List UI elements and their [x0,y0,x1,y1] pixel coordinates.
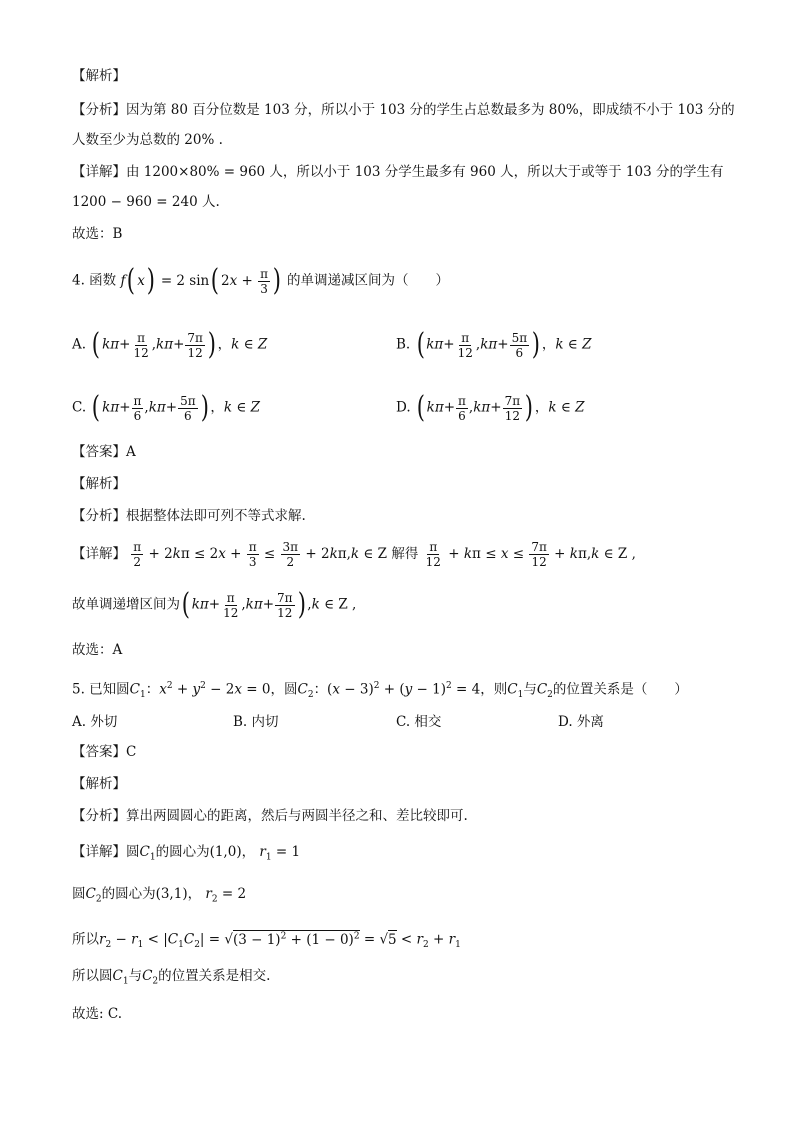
q4-solution: $\frac{\pi}{12}$ + kπ ≤ x ≤ $\frac{7\pi}{12}$ + kπ,k ∈ Z , [425,540,636,569]
q4-stem-prefix: 4. 函数 [72,272,117,289]
q4-option-b: B. ( kπ+ $\frac{\pi}{12}$ ,kπ+ $\frac{5\pi}{6}$ ) ，k ∈ Z [396,327,592,362]
q4-xiangjie: 【详解】 $\frac{\pi}{2}$ + 2kπ ≤ 2x + $\frac{\pi}{3}$ ≤ $\frac{3\pi}{2}$ + 2kπ,k ∈ Z 解得 $\frac{\pi}{12}$ + kπ ≤ x ≤ $\frac{7\pi}{12}$ + kπ,k ∈ Z , [72,540,636,569]
q4-answer: 【答案】A [72,444,136,460]
q4-option-c: C. ( kπ+ $\frac{\pi}{6}$ ,kπ+ $\frac{5\pi}{6}$ ) ，k ∈ Z [72,390,260,425]
q5-option-b: B. 内切 [233,714,279,730]
q5-jiexi: 【解析】 [72,776,126,792]
q5-option-a: A. 外切 [72,714,118,730]
q4-stem [72,263,449,298]
q4-jiexi: 【解析】 [72,476,126,492]
q3-fenxi-line2: 人数至少为总数的 20% . [72,132,223,148]
q4-option-d: D. ( kπ+ $\frac{\pi}{6}$ ,kπ+ $\frac{7\pi}{12}$ ) ，k ∈ Z [396,390,585,425]
q4-fenxi: 【分析】根据整体法即可列不等式求解. [72,508,306,524]
q5-option-c: C. 相交 [396,714,442,730]
q4-stem-suffix: 的单调递减区间为（ ） [287,272,449,289]
q3-xiangjie-line1 [72,162,723,182]
q3-xiangjie-text: 由 1200×80% = 960 人，所以小于 103 分学生最多有 960 人，所以大于或等于 103 分的学生有 [126,164,724,180]
q3-jiexi: 【解析】 [72,68,126,84]
q5-xiangjie-c1: 【详解】圆$C_1$的圆心为(1,0)， $r_1 = 1$ [72,844,301,863]
q5-distance-compare: 所以$r_2 - r_1 < |C_1C_2| = √(3 - 1)^2 + (1 - 0)^2 = √5 < r_2 + r_1$ [72,931,461,951]
q5-fenxi: 【分析】算出两圆圆心的距离，然后与两圆半径之和、差比较即可. [72,808,468,824]
q4-option-a: A. ( kπ+ $\frac{\pi}{12}$ ,kπ+ $\frac{7\pi}{12}$ ) ，k ∈ Z [72,327,268,362]
q3-xiangjie-label: 【详解】 [72,164,126,180]
q3-guxuan: 故选：B [72,226,123,242]
q4-zeng-interval: 故单调递增区间为( kπ+ $\frac{\pi}{12}$ ,kπ+ $\frac{7\pi}{12}$ ) ,k ∈ Z , [72,587,357,622]
q5-c2-center: 圆$C_2$的圆心为(3,1)， $r_2 = 2$ [72,886,247,905]
q5-guxuan: 故选: C. [72,1006,122,1022]
q5-option-d: D. 外离 [558,714,604,730]
q4-function-formula: f( x) = 2 sin( 2x + $\frac{\pi}{3}$ ) [120,263,281,298]
q5-answer: 【答案】C [72,744,137,760]
q3-xiangjie-line2: 1200 − 960 = 240 人. [72,194,220,210]
q4-guxuan: 故选：A [72,642,123,658]
q4-inequality: $\frac{\pi}{2}$ + 2kπ ≤ 2x + $\frac{\pi}{3}$ ≤ $\frac{3\pi}{2}$ + 2kπ,k ∈ Z [133,540,388,569]
q5-conclusion: 所以圆$C_1$与$C_2$的位置关系是相交. [72,968,271,987]
q3-fenxi-line1: 【分析】因为第 80 百分位数是 103 分，所以小于 103 分的学生占总数最多为 80%，即成绩不小于 103 分的 [72,102,735,118]
q5-stem: 5. 已知圆$C_1$：$x^2 + y^2 - 2x = 0$，圆$C_2$：$(x - 3)^2 + (y - 1)^2 = 4$，则$C_1$与$C_2$的位置关系是（ ） [72,681,688,701]
